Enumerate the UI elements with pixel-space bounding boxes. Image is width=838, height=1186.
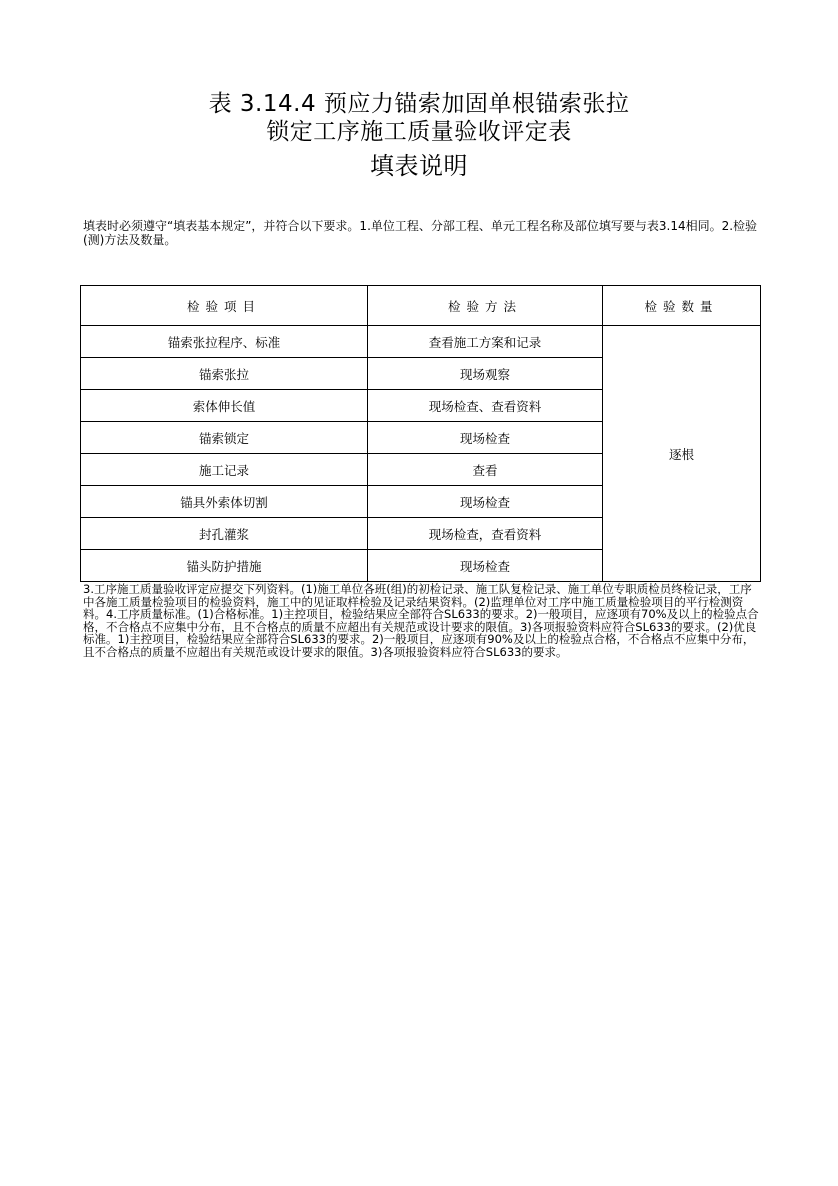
intro-paragraph: 填表时必须遵守“填表基本规定”，并符合以下要求。1.单位工程、分部工程、单元工程名称及部位填写要与表3.14相同。2.检验(测)方法及数量。 xyxy=(83,219,758,247)
inspection-item-cell: 锚索张拉 xyxy=(81,358,368,390)
inspection-method-cell: 现场检查，查看资料 xyxy=(368,518,603,550)
inspection-method-cell: 现场检查 xyxy=(368,422,603,454)
inspection-item-cell: 锚头防护措施 xyxy=(81,550,368,582)
table-row xyxy=(81,326,761,358)
inspection-item-cell: 索体伸长值 xyxy=(81,390,368,422)
inspection-item-cell: 锚索锁定 xyxy=(81,422,368,454)
header-inspection-quantity: 检验数量 xyxy=(603,286,761,326)
page-title-line-1: 表 3.14.4 预应力锚索加固单根锚索张拉 xyxy=(208,91,630,117)
inspection-quantity-cell: 逐根 xyxy=(603,326,761,582)
page-title-line-2: 锁定工序施工质量验收评定表 xyxy=(266,119,572,145)
inspection-method-cell: 现场检查、查看资料 xyxy=(368,390,603,422)
inspection-item-cell: 封孔灌浆 xyxy=(81,518,368,550)
inspection-item-cell: 锚具外索体切割 xyxy=(81,486,368,518)
footnote-paragraph: 3.工序施工质量验收评定应提交下列资料。(1)施工单位各班(组)的初检记录、施工队复检记录、施工单位专职质检员终检记录，工序中各施工质量检验项目的检验资料，施工中的见证取样检验及记录结果资料。(2)监理单位对工序中施工质量检验项目的平行检测资料。4.工序质量标准。(1)合格标准。1)主控项目，检验结果应全部符合SL633的要求。2)一般项目，应逐项有70%及以上的检验点合格，不合格点不应集中分布，且不合格点的质量不应超出有关规范或设计要求的限值。3)各项报验资料应符合SL633的要求。(2)优良标准。1)主控项目，检验结果应全部符合SL633的要求。2)一般项目，应逐项有90%及以上的检验点合格，不合格点不应集中分布，且不合格点的质量不应超出有关规范或设计要求的限值。3)各项报验资料应符合SL633的要求。 xyxy=(83,582,759,659)
header-inspection-method: 检验方法 xyxy=(368,286,603,326)
inspection-method-cell: 查看 xyxy=(368,454,603,486)
inspection-item-cell: 施工记录 xyxy=(81,454,368,486)
inspection-method-cell: 查看施工方案和记录 xyxy=(368,326,603,358)
page-subtitle: 填表说明 xyxy=(370,152,468,180)
table-header-row xyxy=(81,286,761,326)
header-inspection-item: 检验项目 xyxy=(81,286,368,326)
inspection-item-cell: 锚索张拉程序、标准 xyxy=(81,326,368,358)
inspection-method-cell: 现场观察 xyxy=(368,358,603,390)
inspection-method-cell: 现场检查 xyxy=(368,486,603,518)
inspection-table xyxy=(80,285,761,582)
inspection-method-cell: 现场检查 xyxy=(368,550,603,582)
